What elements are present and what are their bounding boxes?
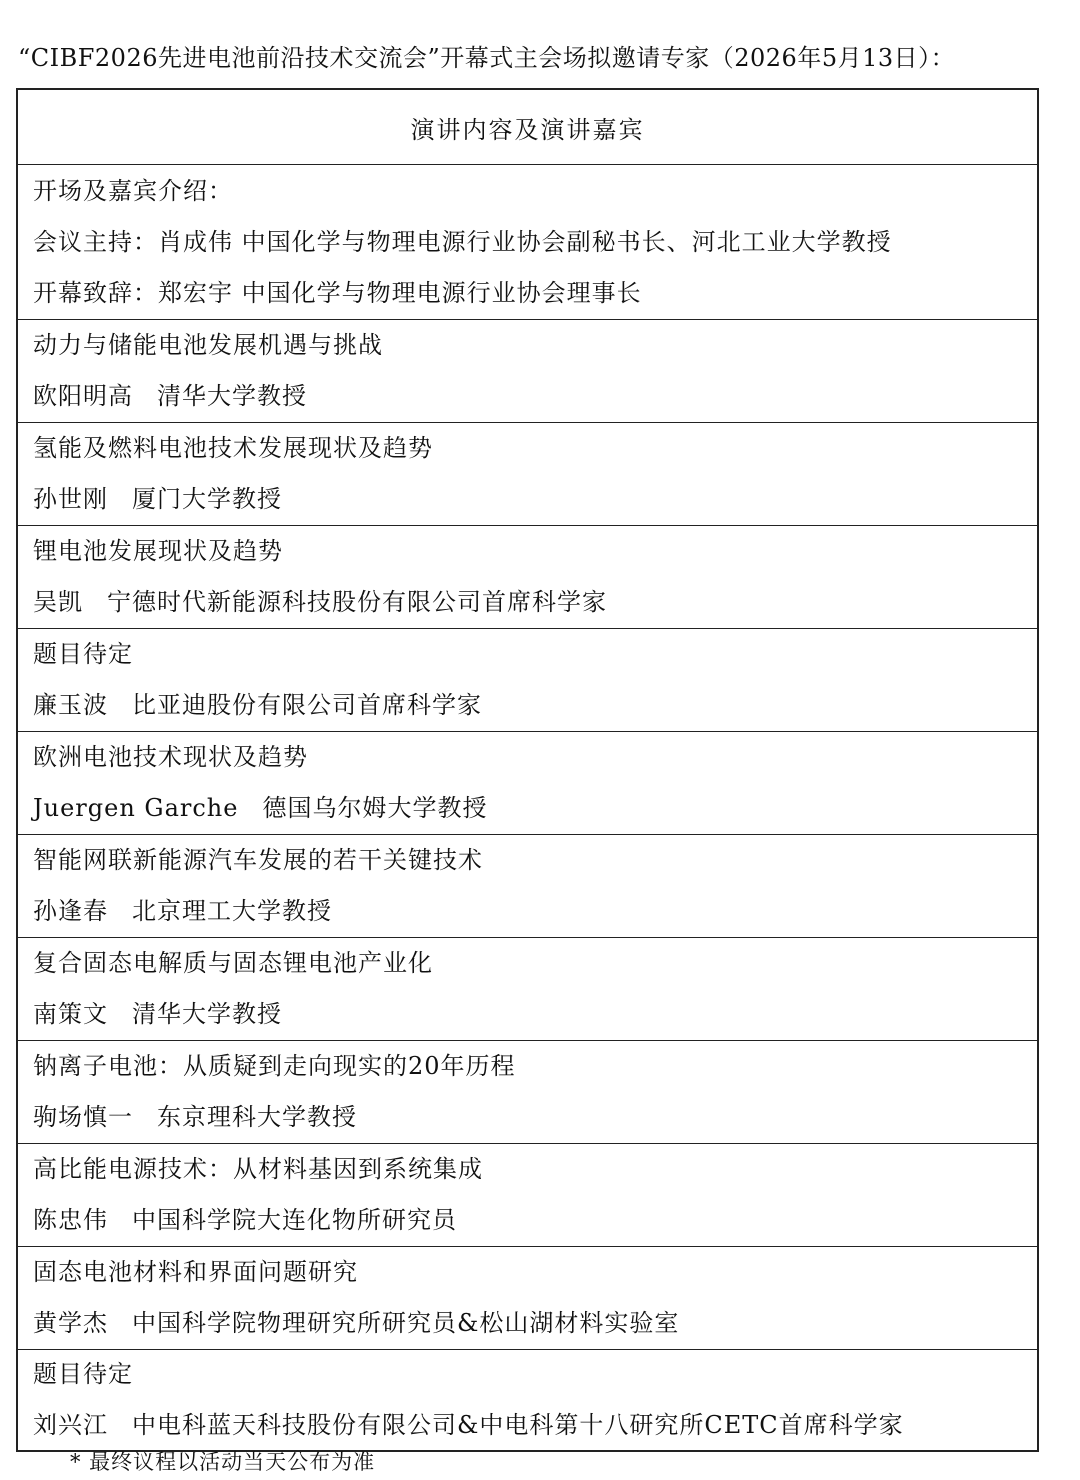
speaker-affiliation: 比亚迪股份有限公司首席科学家 <box>132 691 482 719</box>
session-row <box>18 629 1037 732</box>
speaker-affiliation: 德国乌尔姆大学教授 <box>262 794 488 822</box>
speaker-name: 南策文 <box>33 1000 108 1028</box>
speaker-affiliation: 中电科蓝天科技股份有限公司&中电科第十八研究所CETC首席科学家 <box>132 1411 904 1439</box>
speaker-affiliation: 宁德时代新能源科技股份有限公司首席科学家 <box>107 588 607 616</box>
session-topic: 钠离子电池：从质疑到走向现实的20年历程 <box>33 1052 516 1080</box>
session-topic: 高比能电源技术：从材料基因到系统集成 <box>33 1155 483 1183</box>
speaker-affiliation: 中国科学院大连化物所研究员 <box>132 1206 457 1234</box>
session-topic: 题目待定 <box>33 1360 133 1388</box>
host-line: 会议主持：肖成伟 中国化学与物理电源行业协会副秘书长、河北工业大学教授 <box>33 227 892 256</box>
session-speaker-line <box>33 371 1037 422</box>
session-speaker-line <box>33 1400 1037 1451</box>
session-speaker-line <box>33 1195 1037 1246</box>
speaker-name: 驹场慎一 <box>33 1103 133 1131</box>
speaker-name: 黄学杰 <box>33 1309 108 1337</box>
session-row <box>18 732 1037 835</box>
session-row <box>18 938 1037 1041</box>
session-speaker-line <box>33 680 1037 731</box>
session-topic: 氢能及燃料电池技术发展现状及趋势 <box>33 434 433 462</box>
opening-heading: 开场及嘉宾介绍： <box>33 176 233 205</box>
session-row <box>18 526 1037 629</box>
session-row <box>18 320 1037 423</box>
speaker-affiliation: 清华大学教授 <box>157 382 307 410</box>
session-speaker-line <box>33 886 1037 937</box>
speaker-name: 陈忠伟 <box>33 1206 108 1234</box>
session-speaker-line <box>33 577 1037 628</box>
speaker-name: 欧阳明高 <box>33 382 133 410</box>
speaker-name: 廉玉波 <box>33 691 108 719</box>
session-topic: 固态电池材料和界面问题研究 <box>33 1258 358 1286</box>
session-row <box>18 1247 1037 1350</box>
session-topic: 智能网联新能源汽车发展的若干关键技术 <box>33 846 483 874</box>
agenda-table <box>16 88 1039 1452</box>
speaker-name: 孙世刚 <box>33 485 108 513</box>
session-topic: 锂电池发展现状及趋势 <box>33 537 283 565</box>
session-row <box>18 835 1037 938</box>
speaker-affiliation: 清华大学教授 <box>132 1000 282 1028</box>
session-row <box>18 1350 1037 1450</box>
speaker-name: 刘兴江 <box>33 1411 108 1439</box>
session-speaker-line <box>33 783 1037 834</box>
speaker-name: Juergen Garche <box>33 794 239 822</box>
session-topic: 欧洲电池技术现状及趋势 <box>33 743 308 771</box>
session-speaker-line <box>33 474 1037 525</box>
speaker-affiliation: 中国科学院物理研究所研究员&松山湖材料实验室 <box>132 1309 680 1337</box>
session-topic: 题目待定 <box>33 640 133 668</box>
table-header: 演讲内容及演讲嘉宾 <box>18 90 1037 165</box>
session-row <box>18 1041 1037 1144</box>
session-speaker-line <box>33 1298 1037 1349</box>
speaker-affiliation: 厦门大学教授 <box>132 485 282 513</box>
session-topic: 动力与储能电池发展机遇与挑战 <box>33 331 383 359</box>
session-row <box>18 423 1037 526</box>
footnote: * 最终议程以活动当天公布为准 <box>70 1450 376 1474</box>
speaker-name: 吴凯 <box>33 588 83 616</box>
opening-speech-line: 开幕致辞：郑宏宇 中国化学与物理电源行业协会理事长 <box>33 278 642 307</box>
speaker-affiliation: 北京理工大学教授 <box>132 897 332 925</box>
speaker-affiliation: 东京理科大学教授 <box>157 1103 357 1131</box>
session-topic: 复合固态电解质与固态锂电池产业化 <box>33 949 433 977</box>
opening-row <box>18 165 1037 320</box>
session-speaker-line <box>33 1092 1037 1143</box>
session-row <box>18 1144 1037 1247</box>
speaker-name: 孙逢春 <box>33 897 108 925</box>
session-speaker-line <box>33 989 1037 1040</box>
page-title: “CIBF2026先进电池前沿技术交流会”开幕式主会场拟邀请专家（2026年5月13日）： <box>18 44 956 72</box>
